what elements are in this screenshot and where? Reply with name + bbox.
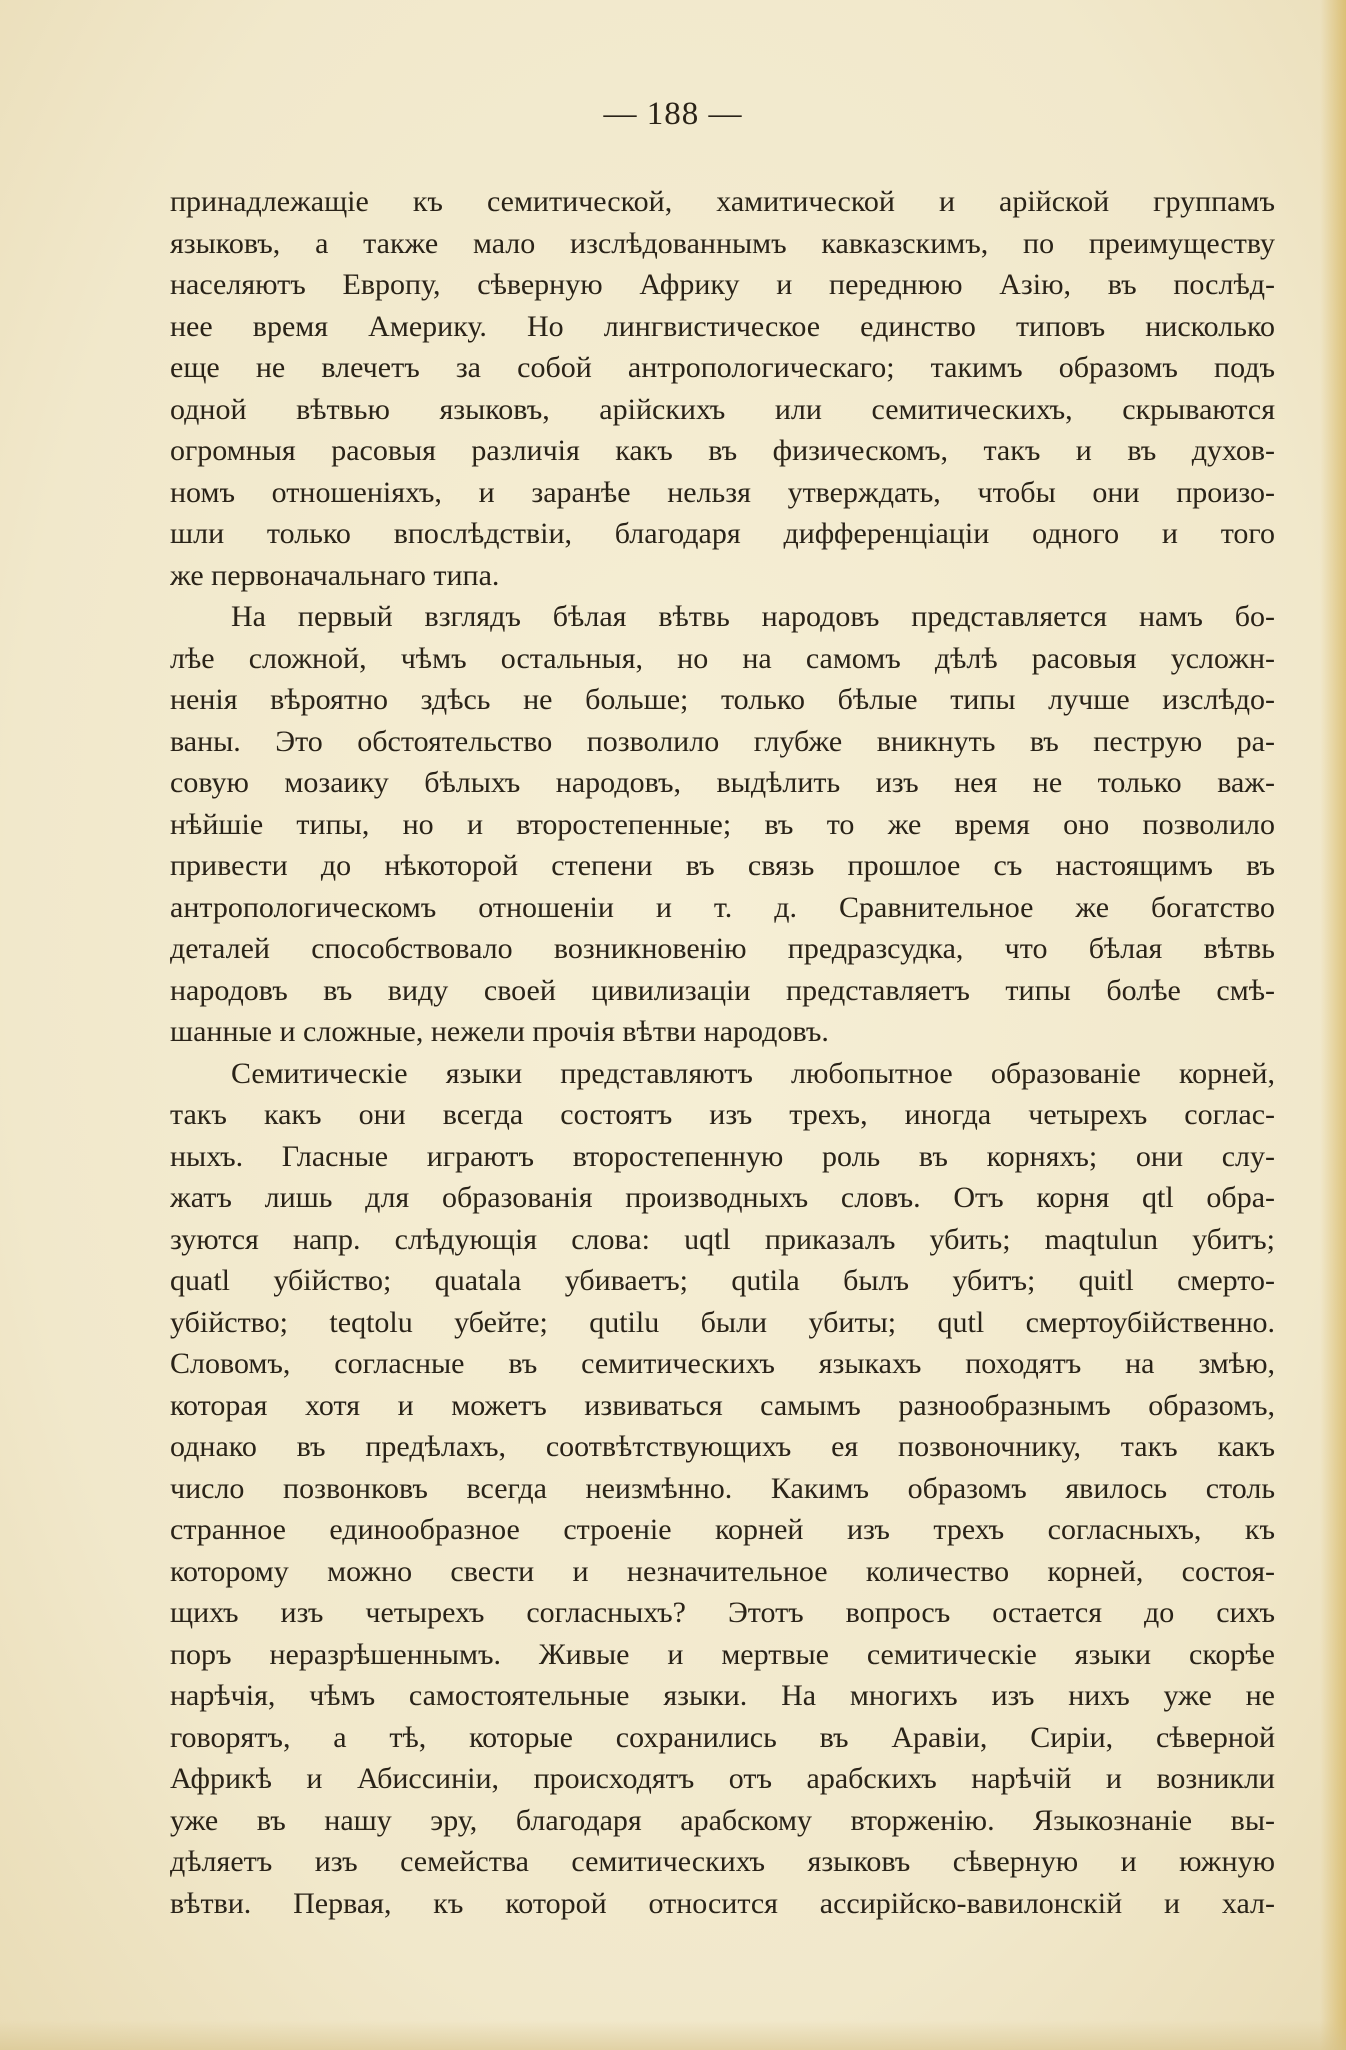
text-line: ныхъ. Гласные играютъ второстепенную роль въ корняхъ; они слу- (170, 1139, 1275, 1173)
text-line: народовъ въ виду своей цивилизаціи представляетъ типы болѣе смѣ- (170, 973, 1275, 1007)
text-line: говорятъ, а тѣ, которые сохранились въ Аравіи, Сиріи, сѣверной (170, 1720, 1275, 1754)
text-line: же первоначальнаго типа. (170, 558, 500, 592)
text-line: странное единообразное строеніе корней изъ трехъ согласныхъ, къ (170, 1513, 1275, 1546)
text-line: еще не влечетъ за собой антропологическаго; такимъ образомъ подъ (170, 351, 1275, 384)
text-line: антропологическомъ отношеніи и т. д. Сравнительное же богатство (170, 890, 1275, 924)
text-line: шанные и сложные, нежели прочія вѣтви народовъ. (170, 1015, 829, 1048)
text-line: одной вѣтвью языковъ, арійскихъ или семитическихъ, скрываются (170, 392, 1275, 426)
text-line: вѣтви. Первая, къ которой относится ассирійско-вавилонскій и хал- (170, 1886, 1275, 1920)
text-line: лѣе сложной, чѣмъ остальныя, но на самомъ дѣлѣ расовыя усложн- (170, 641, 1275, 675)
text-line: щихъ изъ четырехъ согласныхъ? Этотъ вопросъ остается до сихъ (170, 1596, 1275, 1629)
text-line: огромныя расовыя различія какъ въ физическомъ, такъ и въ духов- (170, 434, 1275, 467)
text-line: деталей способствовало возникновенію предразсудка, что бѣлая вѣтвь (170, 932, 1275, 965)
text-line: которому можно свести и незначительное количество корней, состоя- (170, 1554, 1275, 1588)
text-line: однако въ предѣлахъ, соотвѣтствующихъ ея позвоночнику, такъ какъ (170, 1430, 1275, 1463)
text-line: ненія вѣроятно здѣсь не больше; только бѣлые типы лучше изслѣдо- (170, 683, 1275, 716)
text-line: уже въ нашу эру, благодаря арабскому вторженію. Языкознаніе вы- (170, 1803, 1275, 1837)
text-line: quatl убійство; quatala убиваетъ; qutila былъ убитъ; quitl смерто- (170, 1264, 1275, 1297)
text-line: нее время Америку. Но лингвистическое единство типовъ нисколько (170, 309, 1275, 343)
page-edge-bottom (0, 2020, 1346, 2050)
text-line: номъ отношеніяхъ, и заранѣе нельзя утверждать, чтобы они произо- (170, 475, 1275, 509)
text-line: убійство; teqtolu убейте; qutilu были убиты; qutl смертоубійственно. (170, 1305, 1275, 1339)
text-line: совую мозаику бѣлыхъ народовъ, выдѣлить изъ нея не только важ- (170, 766, 1275, 799)
text-line: такъ какъ они всегда состоятъ изъ трехъ, иногда четырехъ соглас- (170, 1098, 1275, 1131)
text-line: которая хотя и можетъ извиваться самымъ разнообразнымъ образомъ, (170, 1388, 1275, 1422)
text-line: языковъ, а также мало изслѣдованнымъ кавказскимъ, по преимуществу (170, 226, 1275, 260)
text-line: поръ неразрѣшеннымъ. Живые и мертвые семитическіе языки скорѣе (170, 1637, 1275, 1671)
text-line: дѣляетъ изъ семейства семитическихъ языковъ сѣверную и южную (170, 1845, 1275, 1878)
page-number-header: — 188 — (603, 96, 743, 132)
text-line: Семитическіе языки представляютъ любопытное образованіе корней, (231, 1056, 1275, 1090)
text-line: шли только впослѣдствіи, благодаря дифференціаціи одного и того (170, 517, 1275, 550)
text-line: привести до нѣкоторой степени въ связь прошлое съ настоящимъ въ (170, 849, 1275, 882)
text-line: населяютъ Европу, сѣверную Африку и переднюю Азію, въ послѣд- (170, 268, 1275, 301)
text-line: нѣйшіе типы, но и второстепенные; въ то же время оно позволило (170, 807, 1275, 841)
page-edge-right (1320, 0, 1346, 2050)
text-line: принадлежащіе къ семитической, хамитической и арійской группамъ (170, 185, 1275, 218)
text-line: нарѣчія, чѣмъ самостоятельные языки. На многихъ изъ нихъ уже не (170, 1679, 1275, 1712)
text-line: жатъ лишь для образованія производныхъ словъ. Отъ корня qtl обра- (170, 1181, 1275, 1214)
text-line: ваны. Это обстоятельство позволило глубже вникнуть въ пеструю ра- (170, 724, 1275, 758)
body-text (170, 181, 1275, 1924)
text-line: число позвонковъ всегда неизмѣнно. Какимъ образомъ явилось столь (170, 1471, 1275, 1505)
text-line: Словомъ, согласные въ семитическихъ языкахъ походятъ на змѣю, (170, 1347, 1275, 1380)
text-line: зуются напр. слѣдующія слова: uqtl приказалъ убить; maqtulun убитъ; (170, 1222, 1275, 1256)
text-line: Африкѣ и Абиссиніи, происходятъ отъ арабскихъ нарѣчій и возникли (170, 1762, 1275, 1795)
text-line: На первый взглядъ бѣлая вѣтвь народовъ представляется намъ бо- (231, 600, 1275, 633)
